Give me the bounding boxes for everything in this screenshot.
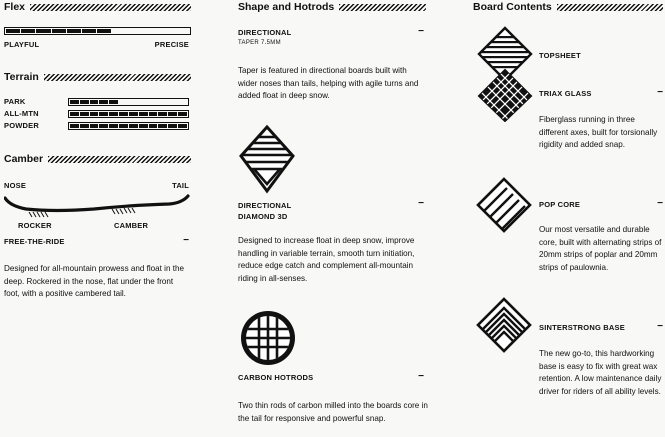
camber-toggle-button[interactable]: −: [183, 235, 189, 246]
carbon-hotrods-name: CARBON HOTRODS: [238, 373, 314, 382]
terrain-meter-segment: [80, 112, 89, 116]
pop-core-icon: [475, 176, 533, 234]
carbon-hotrods-toggle-button[interactable]: −: [418, 371, 424, 382]
terrain-meter-segment: [99, 124, 108, 128]
terrain-meter-segment: [109, 124, 118, 128]
rocker-label: ROCKER: [18, 221, 52, 230]
camber-profile-name: FREE-THE-RIDE: [4, 237, 65, 246]
diamond-3d-toggle-button[interactable]: −: [418, 198, 424, 209]
flex-meter-segment: [67, 29, 81, 33]
flex-heading: [4, 0, 191, 14]
terrain-meter-segment: [149, 124, 158, 128]
triax-glass-description: Fiberglass running in three different axes, built for torsionally rigidity and added snap.: [539, 115, 658, 150]
pop-core-name: POP CORE: [539, 200, 581, 209]
terrain-meter-segment: [139, 112, 148, 116]
terrain-row-label: POWDER: [4, 121, 39, 130]
flex-meter-segment: [21, 29, 35, 33]
flex-meter-fill: [6, 29, 111, 33]
pop-core-description: Our most versatile and durable core, built with alternating strips of 20mm strips of poplar and 20mm strips of paulownia.: [539, 225, 662, 272]
terrain-heading: [4, 70, 191, 84]
terrain-meter-segment: [90, 112, 99, 116]
camber-label: CAMBER: [114, 221, 149, 230]
sinterstrong-base-icon: [475, 296, 533, 354]
terrain-meter: [68, 122, 189, 130]
flex-meter: [4, 27, 191, 35]
nose-label: NOSE: [4, 181, 27, 190]
terrain-row: [4, 109, 189, 118]
terrain-meter-segment: [90, 124, 99, 128]
carbon-hotrods-icon: [239, 309, 297, 367]
terrain-meter-segment: [178, 124, 187, 128]
terrain-meter-segment: [158, 124, 167, 128]
terrain-meter-segment: [119, 124, 128, 128]
flex-title: Flex: [4, 1, 26, 13]
heading-hatch: [30, 4, 191, 11]
terrain-meter-segment: [70, 112, 79, 116]
flex-meter-segment: [52, 29, 66, 33]
flex-right-label: PRECISE: [154, 40, 189, 49]
terrain-meter-segment: [90, 100, 99, 104]
terrain-meter-segment: [80, 124, 89, 128]
triax-glass-toggle-button[interactable]: −: [657, 87, 663, 98]
directional-description: Taper is featured in directional boards built with wider noses than tails, helping with agile turns and added float in deep snow.: [238, 66, 419, 101]
flex-meter-segment: [6, 29, 20, 33]
terrain-row: [4, 97, 189, 106]
pop-core-toggle-button[interactable]: −: [657, 198, 663, 209]
terrain-meter-segment: [129, 124, 138, 128]
diamond-3d-description: Designed to increase float in deep snow, improve handling in variable terrain, smooth turn initiation, reduce edge catch and complement all-mountain riding in all-senses.: [238, 236, 415, 283]
terrain-meter: [68, 98, 189, 106]
terrain-meter-segment: [70, 100, 79, 104]
flex-left-label: PLAYFUL: [4, 40, 40, 49]
terrain-meter-segment: [168, 124, 177, 128]
terrain-meter-segment: [119, 112, 128, 116]
terrain-meter-segment: [80, 100, 89, 104]
flex-meter-segment: [82, 29, 96, 33]
sinterstrong-base-description: The new go-to, this hardworking base is easy to fix with great wax retention. A low maintenance daily driver for riders of all ability levels.: [539, 349, 662, 396]
flex-meter-segment: [97, 29, 111, 33]
terrain-meter: [68, 110, 189, 118]
directional-toggle-button[interactable]: −: [418, 26, 424, 37]
heading-hatch: [44, 74, 191, 81]
sinterstrong-base-toggle-button[interactable]: −: [657, 321, 663, 332]
terrain-row-label: PARK: [4, 97, 26, 106]
diamond-3d-name: DIRECTIONAL DIAMOND 3D: [238, 201, 292, 221]
flex-meter-segment: [36, 29, 50, 33]
shape-title: Shape and Hotrods: [238, 1, 335, 13]
terrain-title: Terrain: [4, 71, 39, 83]
carbon-hotrods-description: Two thin rods of carbon milled into the boards core in the tail for responsive and powerful snap.: [238, 401, 428, 423]
heading-hatch: [48, 156, 191, 163]
diamond-3d-icon: [238, 124, 296, 194]
shape-item-sub: TAPER 7.5MM: [238, 40, 281, 46]
tail-label: TAIL: [172, 181, 189, 190]
terrain-meter-segment: [99, 112, 108, 116]
terrain-meter-segment: [139, 124, 148, 128]
shape-item-name: DIRECTIONAL: [238, 28, 292, 37]
terrain-meter-segment: [99, 100, 108, 104]
topsheet-name: TOPSHEET: [539, 51, 581, 60]
terrain-meter-segment: [109, 100, 118, 104]
shape-heading: [238, 0, 426, 14]
terrain-meter-segment: [109, 112, 118, 116]
camber-title: Camber: [4, 153, 44, 165]
camber-profile-icon: [4, 192, 190, 220]
contents-title: Board Contents: [473, 1, 552, 13]
heading-hatch: [557, 4, 663, 11]
terrain-meter-segment: [149, 112, 158, 116]
contents-heading: [473, 0, 663, 14]
terrain-row-label: ALL-MTN: [4, 109, 39, 118]
terrain-meter-segment: [129, 112, 138, 116]
triax-glass-name: TRIAX GLASS: [539, 89, 592, 98]
heading-hatch: [339, 4, 426, 11]
camber-description: Designed for all-mountain prowess and float in the deep. Rockered in the nose, flat under the front foot, with a positive cambered tail.: [4, 264, 184, 299]
topsheet-icon: [475, 26, 535, 122]
terrain-meter-segment: [158, 112, 167, 116]
terrain-meter-segment: [168, 112, 177, 116]
camber-heading: [4, 152, 191, 166]
sinterstrong-base-name: SINTERSTRONG BASE: [539, 323, 625, 332]
terrain-row: [4, 121, 189, 130]
terrain-meter-segment: [70, 124, 79, 128]
terrain-meter-segment: [178, 112, 187, 116]
